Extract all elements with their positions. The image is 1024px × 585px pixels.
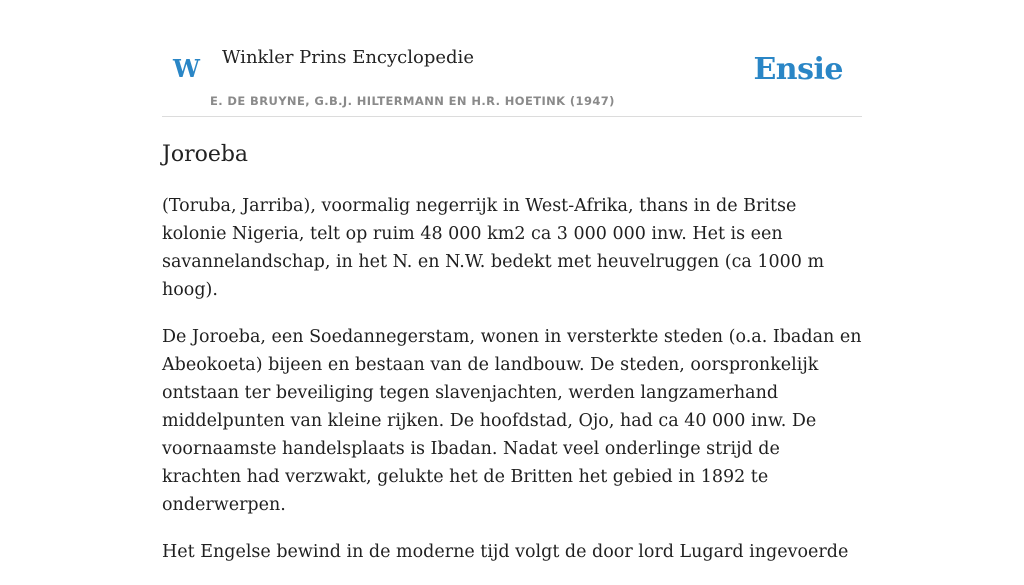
site-logo-icon[interactable]: W — [173, 54, 200, 83]
article-body — [162, 192, 862, 585]
page — [162, 0, 862, 562]
encyclopedia-authors: E. DE BRUYNE, G.B.J. HILTERMANN EN H.R. HOETINK (1947) — [210, 94, 615, 108]
ensie-logo[interactable]: Ensie — [753, 52, 843, 87]
article-paragraph: De Joroeba, een Soedannegerstam, wonen in versterkte steden (o.a. Ibadan en Abeokoeta) bijeen en bestaan van de landbouw. De steden, oorspronkelijk ontstaan ter beveiliging tegen slavenjachten, werden langzamerhand middelpunten van kleine rijken. De hoofdstad, Ojo, had ca 40 000 inw. De voornaamste handelsplaats is Ibadan. Nadat veel onderlinge strijd de krachten had verzwakt, gelukte het de Britten het gebied in 1892 te onderwerpen. — [162, 327, 862, 515]
article-title: Joroeba — [162, 142, 249, 167]
article-paragraph: (Toruba, Jarriba), voormalig negerrijk in West-Afrika, thans in de Britse kolonie Nigeria, telt op ruim 48 000 km2 ca 3 000 000 inw. Het is een savannelandschap, in het N. en N.W. bedekt met heuvelruggen (ca 1000 m hoog). — [162, 196, 825, 300]
site-header — [162, 0, 862, 117]
article-paragraph: Het Engelse bewind in de moderne tijd volgt de door lord Lugard ingevoerde — [162, 542, 849, 562]
encyclopedia-title-link[interactable]: Winkler Prins Encyclopedie — [222, 47, 474, 68]
